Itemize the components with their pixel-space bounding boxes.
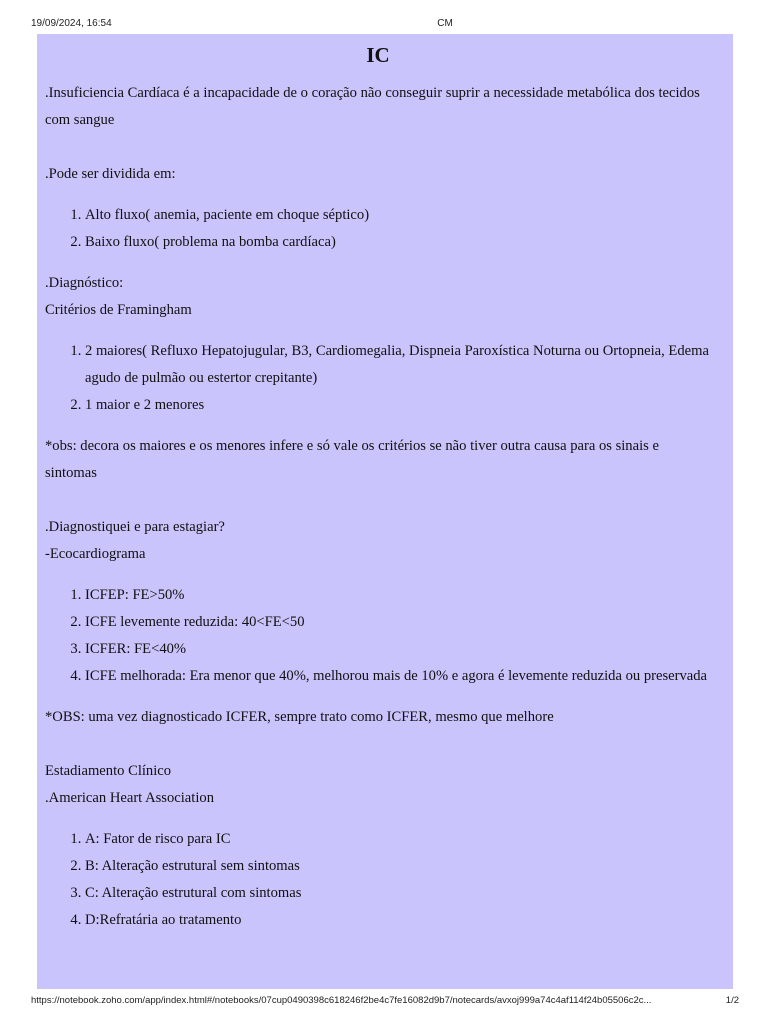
aha-list	[45, 826, 711, 934]
spacer	[45, 690, 711, 704]
framingham-heading: Critérios de Framingham	[45, 302, 192, 318]
list-item: 4. ICFE melhorada: Era menor que 40%, melhorou mais de 10% e agora é levemente reduzida ou preservada	[85, 663, 711, 690]
list-item: 3. C: Alteração estrutural com sintomas	[85, 880, 711, 907]
spacer	[45, 419, 711, 433]
list-item: 1. 2 maiores( Refluxo Hepatojugular, B3, Cardiomegalia, Dispneia Paroxística Noturna ou Ortopneia, Edema agudo de pulmão ou estertor crepitante)	[85, 338, 711, 392]
list-item: 2. ICFE levemente reduzida: 40<FE<50	[85, 609, 711, 636]
print-footer	[0, 994, 768, 1010]
spacer	[45, 487, 711, 514]
list-item: 3. ICFER: FE<40%	[85, 636, 711, 663]
diagnosis-heading: .Diagnóstico:	[45, 275, 124, 291]
spacer	[45, 324, 711, 338]
aha-heading: .American Heart Association	[45, 790, 214, 806]
print-header	[0, 15, 768, 31]
staging-question: .Diagnostiquei e para estagiar?	[45, 519, 225, 535]
spacer	[45, 812, 711, 826]
spacer	[45, 188, 711, 202]
list-item: 1. A: Fator de risco para IC	[85, 826, 711, 853]
division-heading: .Pode ser dividida em:	[45, 166, 176, 182]
print-title: CM	[437, 18, 453, 29]
list-item: 2. 1 maior e 2 menores	[85, 392, 711, 419]
page-number: 1/2	[725, 995, 739, 1006]
obs-text: *OBS: uma vez diagnosticado ICFER, sempre trato como ICFER, mesmo que melhore	[45, 709, 554, 725]
list-item: 2. B: Alteração estrutural sem sintomas	[85, 853, 711, 880]
spacer	[45, 568, 711, 582]
list-item: 1. ICFEP: FE>50%	[85, 582, 711, 609]
definition-text: .Insuficiencia Cardíaca é a incapacidade de o coração não conseguir suprir a necessidade metabólica dos tecidos com sangue	[45, 85, 700, 128]
page-url: https://notebook.zoho.com/app/index.html#/notebooks/07cup0490398c618246f2be4c7fe16082d9b7/notecards/avxoj999a74c4af114f24b05506c2c...	[31, 995, 652, 1006]
spacer	[45, 134, 711, 161]
notecard-title: IC	[366, 43, 390, 67]
echo-heading: -Ecocardiograma	[45, 546, 146, 562]
obs-text: *obs: decora os maiores e os menores infere e só vale os critérios se não tiver outra causa para os sinais e sintomas	[45, 438, 659, 481]
list-item: 4. D:Refratária ao tratamento	[85, 907, 711, 934]
framingham-list	[45, 338, 711, 419]
notecard	[37, 34, 733, 989]
print-datetime: 19/09/2024, 16:54	[31, 18, 112, 29]
clinical-staging-heading: Estadiamento Clínico	[45, 763, 172, 779]
division-list	[45, 202, 711, 256]
list-item: 2. Baixo fluxo( problema na bomba cardíaca)	[85, 229, 711, 256]
echo-list	[45, 582, 711, 690]
spacer	[45, 731, 711, 758]
spacer	[45, 256, 711, 270]
list-item: 1. Alto fluxo( anemia, paciente em choque séptico)	[85, 202, 711, 229]
